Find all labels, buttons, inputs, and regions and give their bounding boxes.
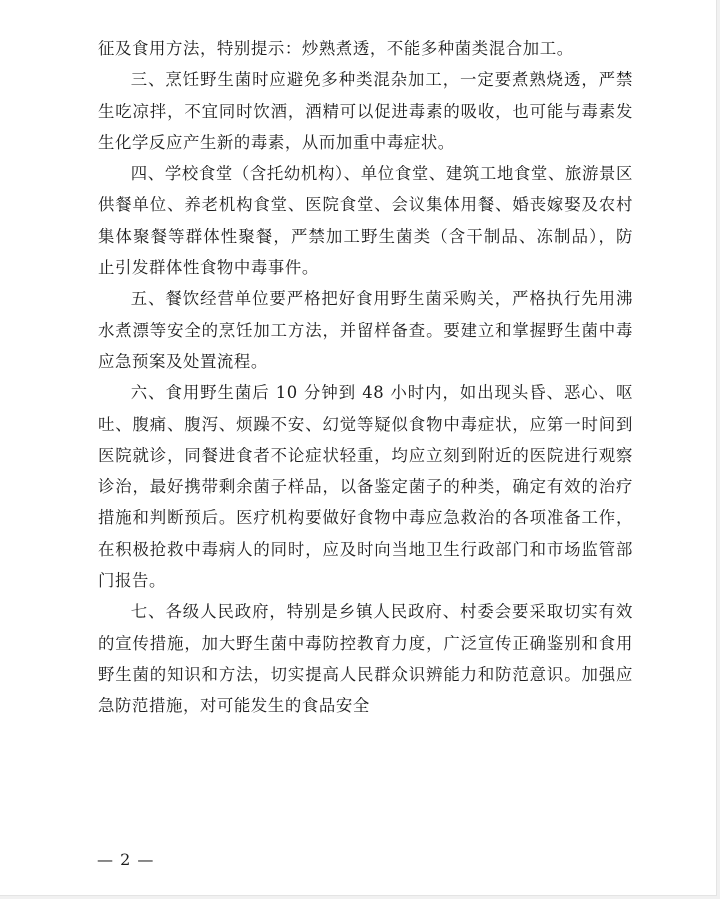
- page-number: — 2 —: [97, 850, 155, 869]
- document-body: [98, 33, 633, 722]
- paragraph-item-5: 五、餐饮经营单位要严格把好食用野生菌采购关，严格执行先用沸水煮漂等安全的烹饪加工方法，并留样备查。要建立和掌握野生菌中毒应急预案及处置流程。: [98, 289, 633, 371]
- paragraph-item-3: 三、烹饪野生菌时应避免多种类混杂加工，一定要煮熟烧透，严禁生吃凉拌，不宜同时饮酒，酒精可以促进毒素的吸收，也可能与毒素发生化学反应产生新的毒素，从而加重中毒症状。: [98, 70, 633, 152]
- paragraph-item-7: 七、各级人民政府，特别是乡镇人民政府、村委会要采取切实有效的宣传措施，加大野生菌中毒防控教育力度，广泛宣传正确鉴别和食用野生菌的知识和方法，切实提高人民群众识辨能力和防范意识。加强应急防范措施，对可能发生的食品安全: [98, 602, 633, 716]
- paragraph-item-6: 六、食用野生菌后 10 分钟到 48 小时内，如出现头昏、恶心、呕吐、腹痛、腹泻、烦躁不安、幻觉等疑似食物中毒症状，应第一时间到医院就诊，同餐进食者不论症状轻重，均应立刻到附近的医院进行观察诊治，最好携带剩余菌子样品，以备鉴定菌子的种类，确定有效的治疗措施和判断预后。医疗机构要做好食物中毒应急救治的各项准备工作，在积极抢救中毒病人的同时，应及时向当地卫生行政部门和市场监管部门报告。: [98, 383, 633, 591]
- paragraph-item-4: 四、学校食堂（含托幼机构）、单位食堂、建筑工地食堂、旅游景区供餐单位、养老机构食堂、医院食堂、会议集体用餐、婚丧嫁娶及农村集体聚餐等群体性聚餐，严禁加工野生菌类（含干制品、冻制品），防止引发群体性食物中毒事件。: [98, 164, 633, 278]
- paragraph-continuation: 征及食用方法，特别提示：炒熟煮透，不能多种菌类混合加工。: [98, 39, 574, 58]
